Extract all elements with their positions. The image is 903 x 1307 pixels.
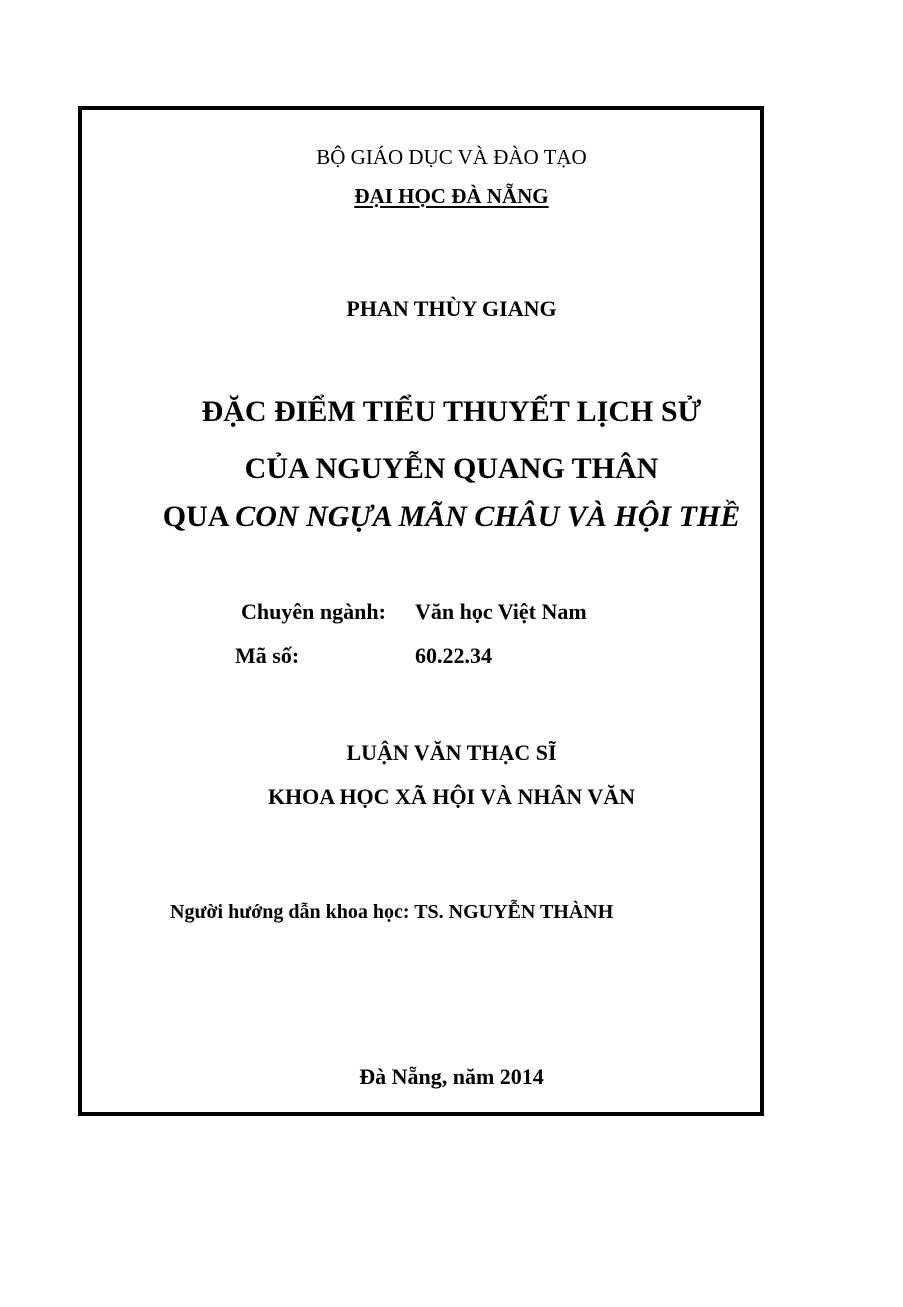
place-and-year: Đà Nẵng, năm 2014 bbox=[359, 1064, 544, 1089]
thesis-title-line-1: ĐẶC ĐIỂM TIỂU THUYẾT LỊCH SỬ bbox=[201, 395, 702, 428]
advisor: Người hướng dẫn khoa học: TS. NGUYỄN THÀNH bbox=[170, 901, 614, 923]
code-value: 60.22.34 bbox=[415, 643, 492, 668]
thesis-title-line-2: CỦA NGUYỄN QUANG THÂN bbox=[244, 452, 659, 485]
university-name: ĐẠI HỌC ĐÀ NẴNG bbox=[354, 184, 549, 208]
specialization-label: Chuyên ngành: bbox=[241, 599, 386, 624]
author-name: PHAN THÙY GIANG bbox=[346, 296, 557, 321]
degree-field: KHOA HỌC XÃ HỘI VÀ NHÂN VĂN bbox=[267, 784, 636, 809]
degree-type: LUẬN VĂN THẠC SĨ bbox=[346, 740, 557, 765]
thesis-title-line-3 bbox=[0, 502, 903, 532]
code-label: Mã số: bbox=[235, 643, 300, 668]
thesis-title-prefix: QUA bbox=[162, 500, 228, 533]
ministry-name: BỘ GIÁO DỤC VÀ ĐÀO TẠO bbox=[316, 145, 587, 169]
specialization-value: Văn học Việt Nam bbox=[415, 599, 587, 624]
thesis-title-works: CON NGỰA MÃN CHÂU VÀ HỘI THỀ bbox=[235, 500, 741, 533]
